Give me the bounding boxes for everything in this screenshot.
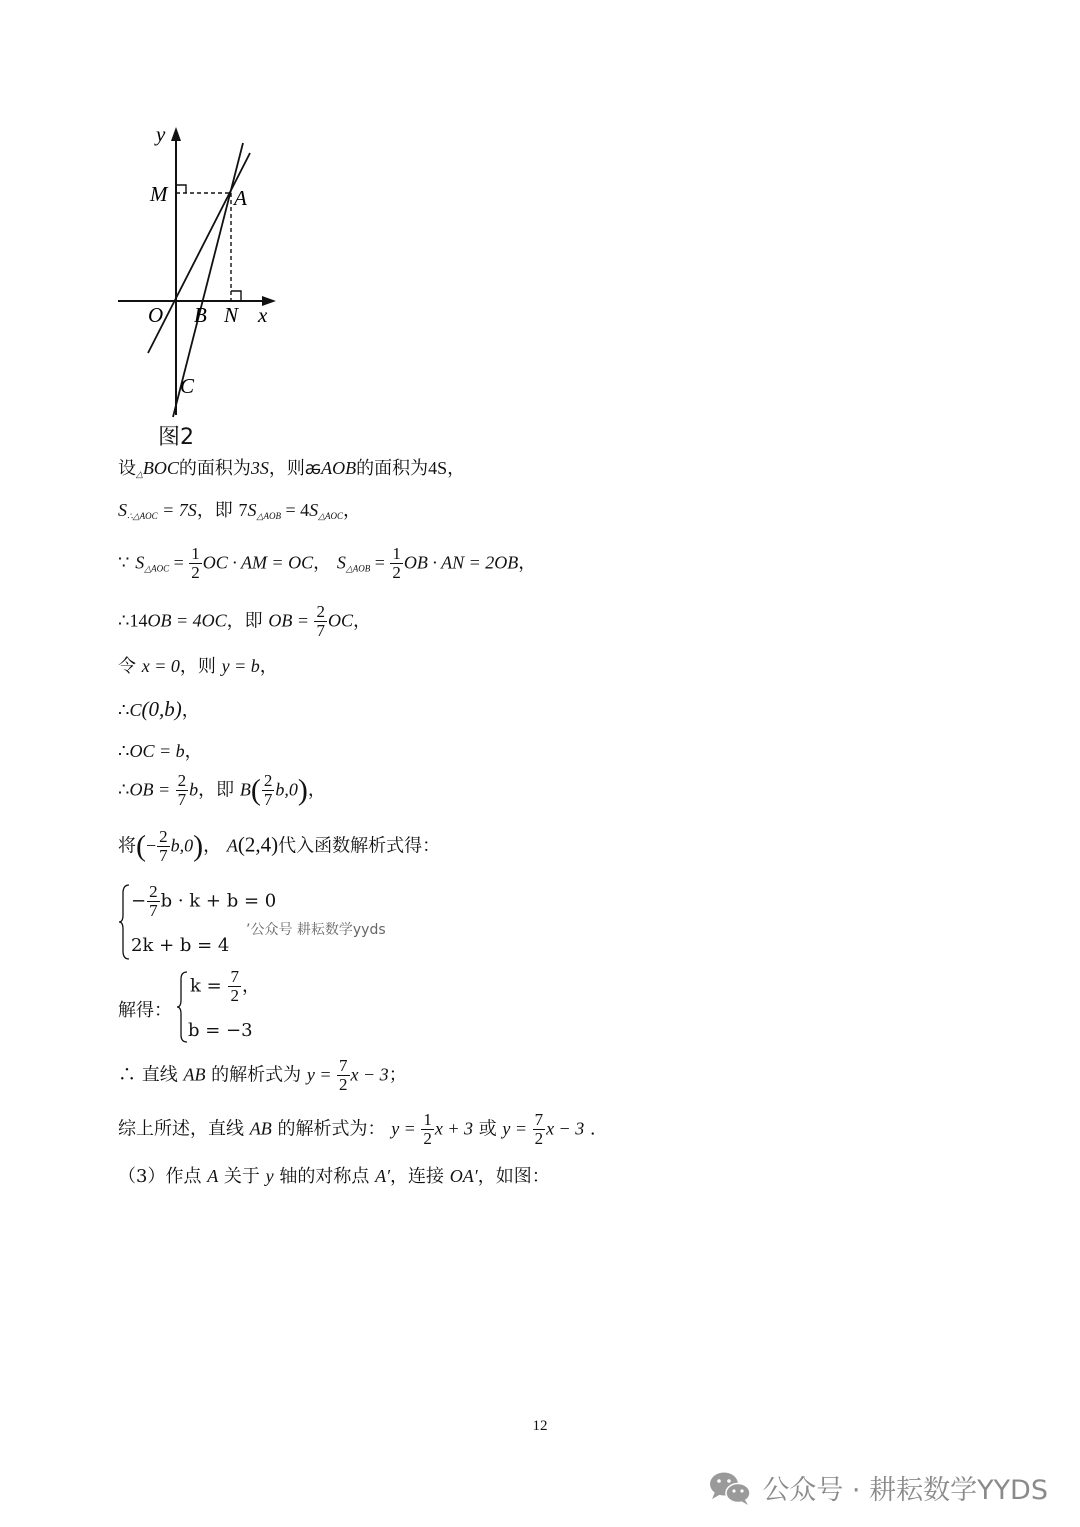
text-line-1: 设$_\triangle$BOC的面积为3S，则ꬱAOB的面积为4S， — [118, 458, 466, 479]
fraction: $\frac{1}{2}$ — [191, 544, 200, 582]
text-line-9: 将(− $\frac{2}{7}$ b,0)， A(2,4)代入函数解析式得： — [118, 827, 441, 865]
text-line-3: ∵ $S_{\triangle AOC}$ = $\frac{1}{2}$ OC · AM = OC， $S_{\triangle AOB}$ = $\frac{1}{2}$ OB · AN = 2OB， — [118, 544, 537, 582]
label-b: B — [194, 303, 207, 327]
fraction: $\frac{2}{7}$ — [316, 602, 325, 640]
text-line-10: ∴ 直线 AB 的解析式为 y = $\frac{7}{2}$ x − 3； — [118, 1056, 407, 1094]
fraction: $\frac{2}{7}$ — [149, 882, 158, 920]
brace-icon — [118, 883, 130, 961]
text-line-2: $S_{\therefore\triangle AOC} = 7S$，即 $7S_{\triangle AOB} = 4S_{\triangle AOC}$， — [118, 500, 362, 521]
text-line-12: （3）作点 A 关于 y 轴的对称点 A′，连接 OA′，如图： — [118, 1166, 550, 1187]
fraction: $\frac{7}{2}$ — [230, 967, 239, 1005]
fraction: $\frac{7}{2}$ — [339, 1056, 348, 1094]
text-line-6: ∴C(0,b)， — [118, 697, 200, 721]
right-angle-m — [176, 185, 186, 193]
text-line-8: ∴OB = $\frac{2}{7}$ b，即 B( $\frac{2}{7}$ b,0)， — [118, 771, 326, 809]
label-y: y — [156, 122, 166, 146]
figure-2 — [110, 115, 310, 425]
text-line-4: ∴14OB = 4OC，即 OB = $\frac{2}{7}$ OC， — [118, 602, 371, 640]
label-x: x — [258, 303, 268, 327]
watermark-text: 公众号 · 耕耘数学YYDS — [762, 1475, 1048, 1506]
fraction: $\frac{1}{2}$ — [423, 1110, 432, 1148]
fraction: $\frac{2}{7}$ — [177, 771, 187, 809]
label-m: M — [150, 182, 168, 206]
fraction: $\frac{2}{7}$ — [263, 771, 273, 809]
brace-icon — [176, 970, 188, 1044]
y-axis-arrow — [171, 127, 181, 141]
inline-watermark: ’公众号 耕耘数学yyds — [246, 922, 386, 938]
wechat-icon — [708, 1470, 752, 1506]
watermark — [708, 1468, 1048, 1507]
text-line-7: ∴OC = b， — [118, 741, 203, 762]
right-angle-n — [231, 291, 241, 301]
fraction: $\frac{2}{7}$ — [159, 827, 168, 865]
coordinate-diagram — [110, 115, 310, 425]
label-n: N — [224, 303, 239, 327]
text-line-11: 综上所述，直线 AB 的解析式为： y = $\frac{1}{2}$ x + 3 或 y = $\frac{7}{2}$ x − 3 . — [118, 1110, 596, 1148]
fraction: $\frac{7}{2}$ — [534, 1110, 544, 1148]
label-c: C — [180, 374, 195, 398]
label-o: O — [148, 303, 164, 327]
figure-caption: 图2 — [158, 425, 194, 450]
page-number: 12 — [532, 1418, 548, 1434]
equation-system-2: 解得： k = $\frac{7}{2}$ ， b = −3 — [118, 968, 518, 1046]
text-line-5: 令 x = 0，则 y = b， — [118, 656, 278, 677]
fraction: $\frac{1}{2}$ — [392, 544, 401, 582]
label-a: A — [234, 186, 247, 210]
